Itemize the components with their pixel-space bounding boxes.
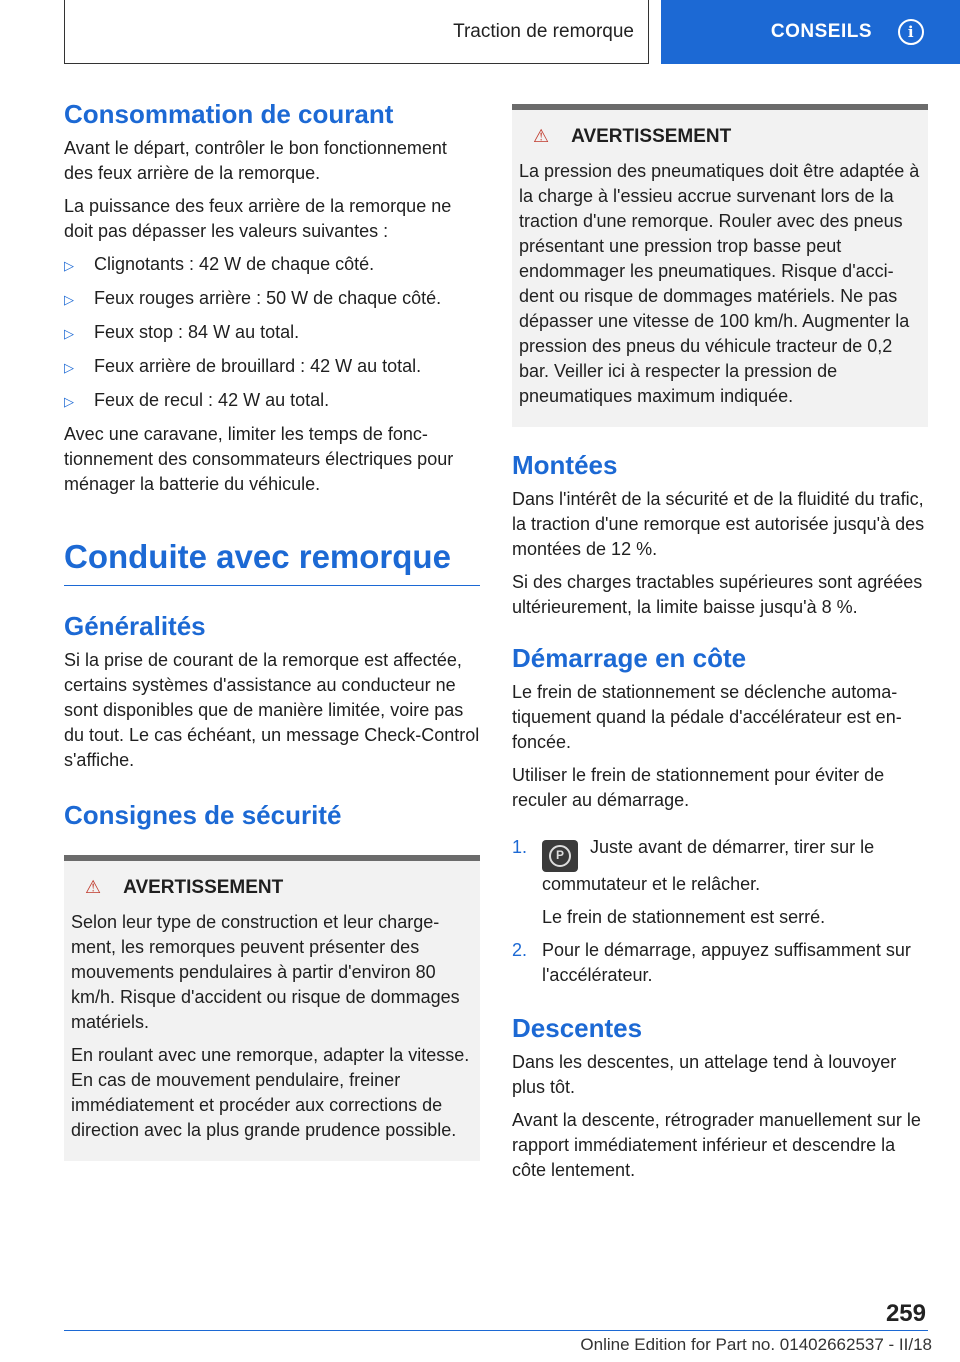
- step-sub-text: Le frein de stationnement est serré.: [542, 906, 826, 927]
- header-category-tab[interactable]: [661, 0, 960, 64]
- chapter-title: Conduite avec remorque: [64, 535, 480, 586]
- paragraph: Si la prise de courant de la remorque est affectée, certains systèmes d'assistance au conducteur ne sont disponibles que de manière limitée, voire pas du tout. Le cas échéant, un message Check-Control s'affiche.: [64, 650, 480, 770]
- paragraph: Si des charges tractables supérieures sont agréées ultérieurement, la limite baisse jusqu'à 8 %.: [512, 572, 923, 617]
- header-category-label: CONSEILS: [770, 21, 872, 42]
- warning-title: AVERTISSEMENT: [123, 877, 284, 898]
- triangle-bullet-icon: ▷: [64, 292, 74, 307]
- header-section-title: Traction de remorque: [453, 20, 634, 42]
- footer-edition: Online Edition for Part no. 01402662537 - II/18: [580, 1335, 932, 1354]
- list-item: ▷ Feux arrière de brouillard : 42 W au total.: [64, 354, 480, 380]
- heading-consommation: Consommation de courant: [64, 99, 394, 129]
- list-item: 1. P Juste avant de démarrer, tirer sur le commutateur et le relâcher. Le frein de stationnement est serré.: [512, 835, 928, 930]
- warning-triangle-icon: ⚠: [533, 126, 550, 146]
- header-section-tab: [64, 0, 649, 64]
- paragraph: Avant la descente, rétrograder manuellement sur le rapport immédiatement inférieur et descendre la côte lentement.: [512, 1109, 921, 1180]
- paragraph: Avec une caravane, limiter les temps de fonctionnement des consommateurs électriques pour ménager la batterie du véhicule.: [64, 424, 454, 494]
- info-icon[interactable]: i: [898, 19, 924, 45]
- steps-list: [512, 835, 928, 988]
- list-item: ▷ Clignotants : 42 W de chaque côté.: [64, 252, 480, 278]
- paragraph: Utiliser le frein de stationnement pour éviter de reculer au démarrage.: [512, 765, 885, 810]
- heading-descentes: Descentes: [512, 1012, 643, 1043]
- parking-brake-icon: P: [542, 840, 578, 872]
- paragraph: Dans les descentes, un attelage tend à louvoyer plus tôt.: [512, 1051, 897, 1097]
- heading-generalites: Généralités: [64, 611, 206, 641]
- list-item: ▷ Feux rouges arrière : 50 W de chaque côté.: [64, 286, 480, 312]
- step-number: 1.: [512, 837, 528, 857]
- triangle-bullet-icon: ▷: [64, 360, 74, 375]
- warning-header: [519, 124, 921, 149]
- heading-demarrage: Démarrage en côte: [512, 643, 747, 673]
- step-number: 2.: [512, 939, 528, 960]
- heading-consignes: Consignes de sécurité: [64, 800, 342, 830]
- paragraph: Dans l'intérêt de la sécurité et de la fluidité du trafic, la traction d'une remorque est autorisée jusqu'à des montées de 12 %.: [512, 489, 925, 559]
- heading-montees: Montées: [512, 450, 618, 480]
- paragraph: Avant le départ, contrôler le bon fonctionnement des feux arrière de la remorque.: [64, 138, 447, 183]
- triangle-bullet-icon: ▷: [64, 326, 74, 341]
- bulb-list: [64, 252, 480, 414]
- right-column: [512, 104, 928, 1191]
- list-item: ▷ Feux de recul : 42 W au total.: [64, 388, 480, 414]
- warning-triangle-icon: ⚠: [85, 877, 102, 897]
- left-column: [64, 98, 480, 1161]
- warning-text: Selon leur type de construction et leur chargement, les remorques peuvent présenter des mouvements pendulaires à partir d'environ 80 km/h. Risque d'accident ou risque de dommages matériels.: [71, 912, 460, 1032]
- list-item: 2. Pour le démarrage, appuyez suffisamment sur l'accélérateur.: [512, 938, 928, 988]
- page-number: 259: [885, 1300, 926, 1327]
- list-item: ▷ Feux stop : 84 W au total.: [64, 320, 480, 346]
- warning-box: [512, 104, 928, 427]
- triangle-bullet-icon: ▷: [64, 258, 74, 273]
- warning-text: La pression des pneumatiques doit être adaptée à la charge à l'essieu accrue survenant lors de la traction d'une remorque. Rouler avec des pneus présentant une pression trop basse peut endommager les pneumatiques. Risque d'accident ou risque de dommages matériels. Ne pas dépasser une vitesse de 100 km/h. Augmenter la pression des pneus du véhicule tracteur de 0,2 bar. Veiller ici à respecter la pression de pneumatiques maximum indiquée.: [519, 161, 920, 406]
- warning-header: [71, 875, 473, 900]
- footer-divider: [64, 1330, 928, 1331]
- warning-title: AVERTISSEMENT: [571, 126, 732, 147]
- triangle-bullet-icon: ▷: [64, 394, 74, 409]
- warning-text: En roulant avec une remorque, adapter la vitesse. En cas de mouvement pendulaire, freiner immédiatement et procéder aux corrections de direction avec la plus grande prudence possible.: [71, 1045, 470, 1140]
- paragraph: Le frein de stationnement se déclenche automatiquement quand la pédale d'accélérateur est enfoncée.: [512, 682, 902, 752]
- warning-box: [64, 855, 480, 1161]
- paragraph: La puissance des feux arrière de la remorque ne doit pas dépasser les valeurs suivantes :: [64, 196, 452, 241]
